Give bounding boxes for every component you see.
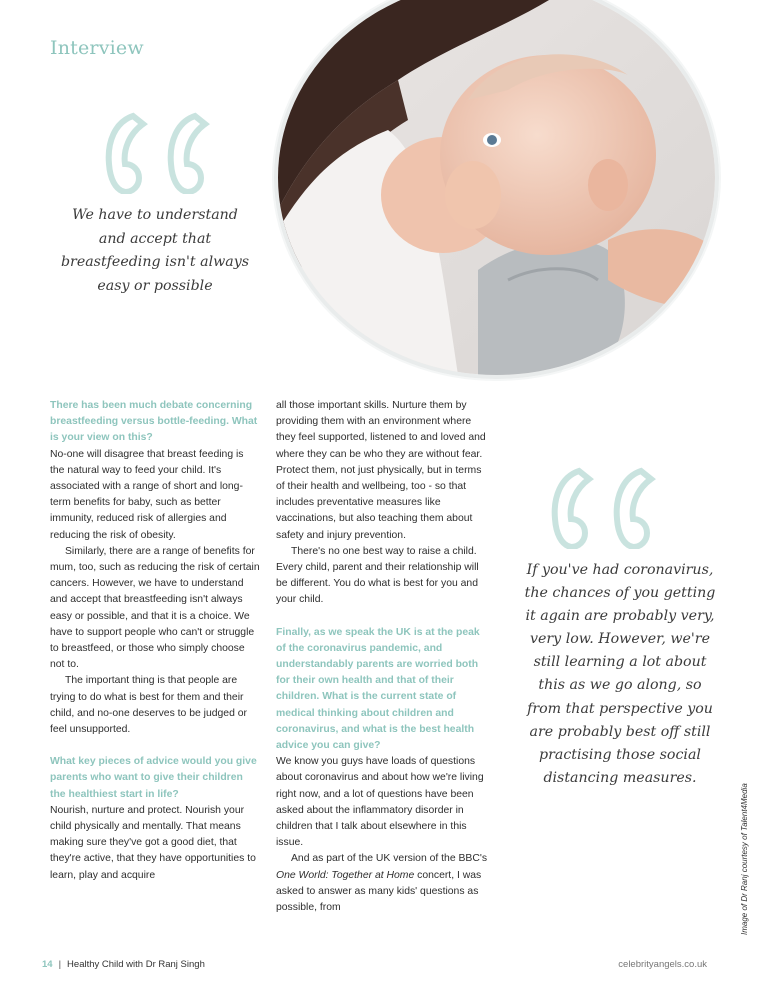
show-title: One World: Together at Home xyxy=(276,869,415,881)
photo-credit: Image of Dr Ranj courtesy of Talent4Media xyxy=(740,783,749,935)
answer-text: And as part of the UK version of the BBC's xyxy=(291,853,488,865)
answer-paragraph: The important thing is that people are trying to do what is best for them and their child, and no-one deserves to be judged or feel unsupported. xyxy=(50,675,247,736)
article-column-1 xyxy=(50,398,260,884)
interview-question: There has been much debate concerning breastfeeding versus bottle-feeding. What is your view on this? xyxy=(50,400,258,444)
interview-question: Finally, as we speak the UK is at the peak of the coronavirus pandemic, and understandably parents are worried both for their own health and that of their children. What is the current state of medical thinking about children and coronavirus, and what is the best health advice you can give? xyxy=(276,626,480,752)
answer-paragraph: Nourish, nurture and protect. Nourish your child physically and mentally. That means making sure they've got a good diet, that they're active, that they have opportunities to learn, play and acquire xyxy=(50,804,256,881)
answer-text: concert, I was asked to answer as many kids' questions as possible, from xyxy=(276,869,482,914)
quote-mark-icon xyxy=(549,467,661,549)
answer-paragraph: all those important skills. Nurture them by providing them with an environment where they feel supported, listened to and loved and where they can be who they are without fear. Protect them, not just physically, but in terms of their health and wellbeing, too - so that includes preventative measures like vaccinations, but also teaching them about safety and injury prevention. xyxy=(276,400,486,541)
quote-mark-icon xyxy=(103,112,215,194)
article-column-2 xyxy=(276,398,488,916)
footer-separator: | xyxy=(58,959,62,970)
answer-paragraph xyxy=(276,851,488,916)
answer-paragraph: We know you guys have loads of questions about coronavirus and about how we're living right now, and a lot of questions have been asked about the inflammatory disorder in children that I talk about elsewhere in this issue. xyxy=(276,756,484,849)
breastfeeding-photo xyxy=(274,0,719,379)
answer-paragraph: There's no one best way to raise a child. Every child, parent and their relationship will be different. You do what is best for you and your child. xyxy=(276,545,479,606)
section-label: Interview xyxy=(50,37,144,59)
answer-paragraph: Similarly, there are a range of benefits for mum, too, such as reducing the risk of certain cancers. However, we have to understand and accept that breastfeeding isn't always easy or possible, and that it is a choice. We have to support people who can't or struggle to breastfeed, or those who simply choose not to. xyxy=(50,545,260,671)
page-footer xyxy=(42,959,707,973)
publication-title: Healthy Child with Dr Ranj Singh xyxy=(67,959,205,970)
website-link[interactable]: celebrityangels.co.uk xyxy=(618,959,707,970)
page-number: 14 xyxy=(42,959,53,970)
interview-question: What key pieces of advice would you give parents who want to give their children the healthiest start in life? xyxy=(50,756,257,800)
pull-quote-coronavirus: If you've had coronavirus, the chances of you getting it again are probably very, very low. However, we're still learning a lot about this as we go along, so from that perspective you are probably best off still practising those social distancing measures. xyxy=(524,562,716,786)
pull-quote-breastfeeding: We have to understand and accept that breastfeeding isn't always easy or possible xyxy=(60,207,250,294)
answer-paragraph: No-one will disagree that breast feeding is the natural way to feed your child. It's associated with a range of short and long-term benefits for baby, such as better immunity, reduced risk of allergies and reducing the risk of obesity. xyxy=(50,448,244,541)
